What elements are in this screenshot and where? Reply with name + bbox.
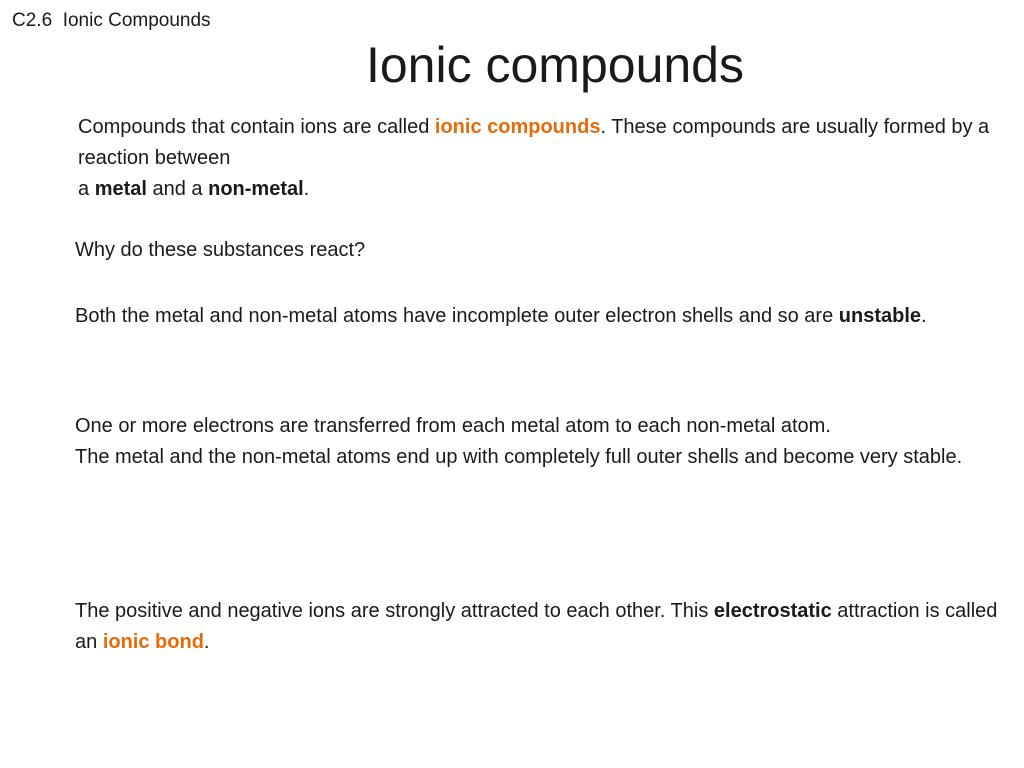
explanation-text-2: . xyxy=(921,305,927,327)
intro-text-5: . xyxy=(303,178,310,200)
explanation-paragraph xyxy=(75,301,1005,332)
term-unstable: unstable xyxy=(838,305,922,327)
bond-text-3: . xyxy=(203,631,210,653)
bond-text-2: attraction is called an xyxy=(75,600,998,653)
transfer-paragraph xyxy=(75,411,1015,473)
term-ionic-compounds: ionic compounds xyxy=(434,116,601,138)
term-ionic-bond: ionic bond xyxy=(102,631,204,653)
bond-text-1: The positive and negative ions are strongly attracted to each other. This xyxy=(75,600,714,622)
transfer-line-2: The metal and the non-metal atoms end up with completely full outer shells and become very stable. xyxy=(75,446,963,468)
intro-text-3: a xyxy=(78,178,95,200)
slide-title: Ionic compounds xyxy=(365,37,744,93)
bond-paragraph xyxy=(75,596,1005,658)
term-electrostatic: electrostatic xyxy=(713,600,832,622)
term-metal: metal xyxy=(94,178,147,200)
explanation-text-1: Both the metal and non-metal atoms have incomplete outer electron shells and so are xyxy=(75,305,839,327)
intro-text-4: and a xyxy=(146,178,209,200)
section-label: C2.6 Ionic Compounds xyxy=(12,10,211,31)
intro-text-2: . These compounds are usually formed by a reaction between xyxy=(78,116,990,169)
transfer-line-1: One or more electrons are transferred from each metal atom to each non-metal atom. xyxy=(75,415,831,437)
intro-paragraph xyxy=(78,112,1008,205)
question-paragraph: Why do these substances react? xyxy=(75,239,366,261)
intro-text-1: Compounds that contain ions are called xyxy=(78,116,435,138)
term-non-metal: non-metal xyxy=(208,178,304,200)
